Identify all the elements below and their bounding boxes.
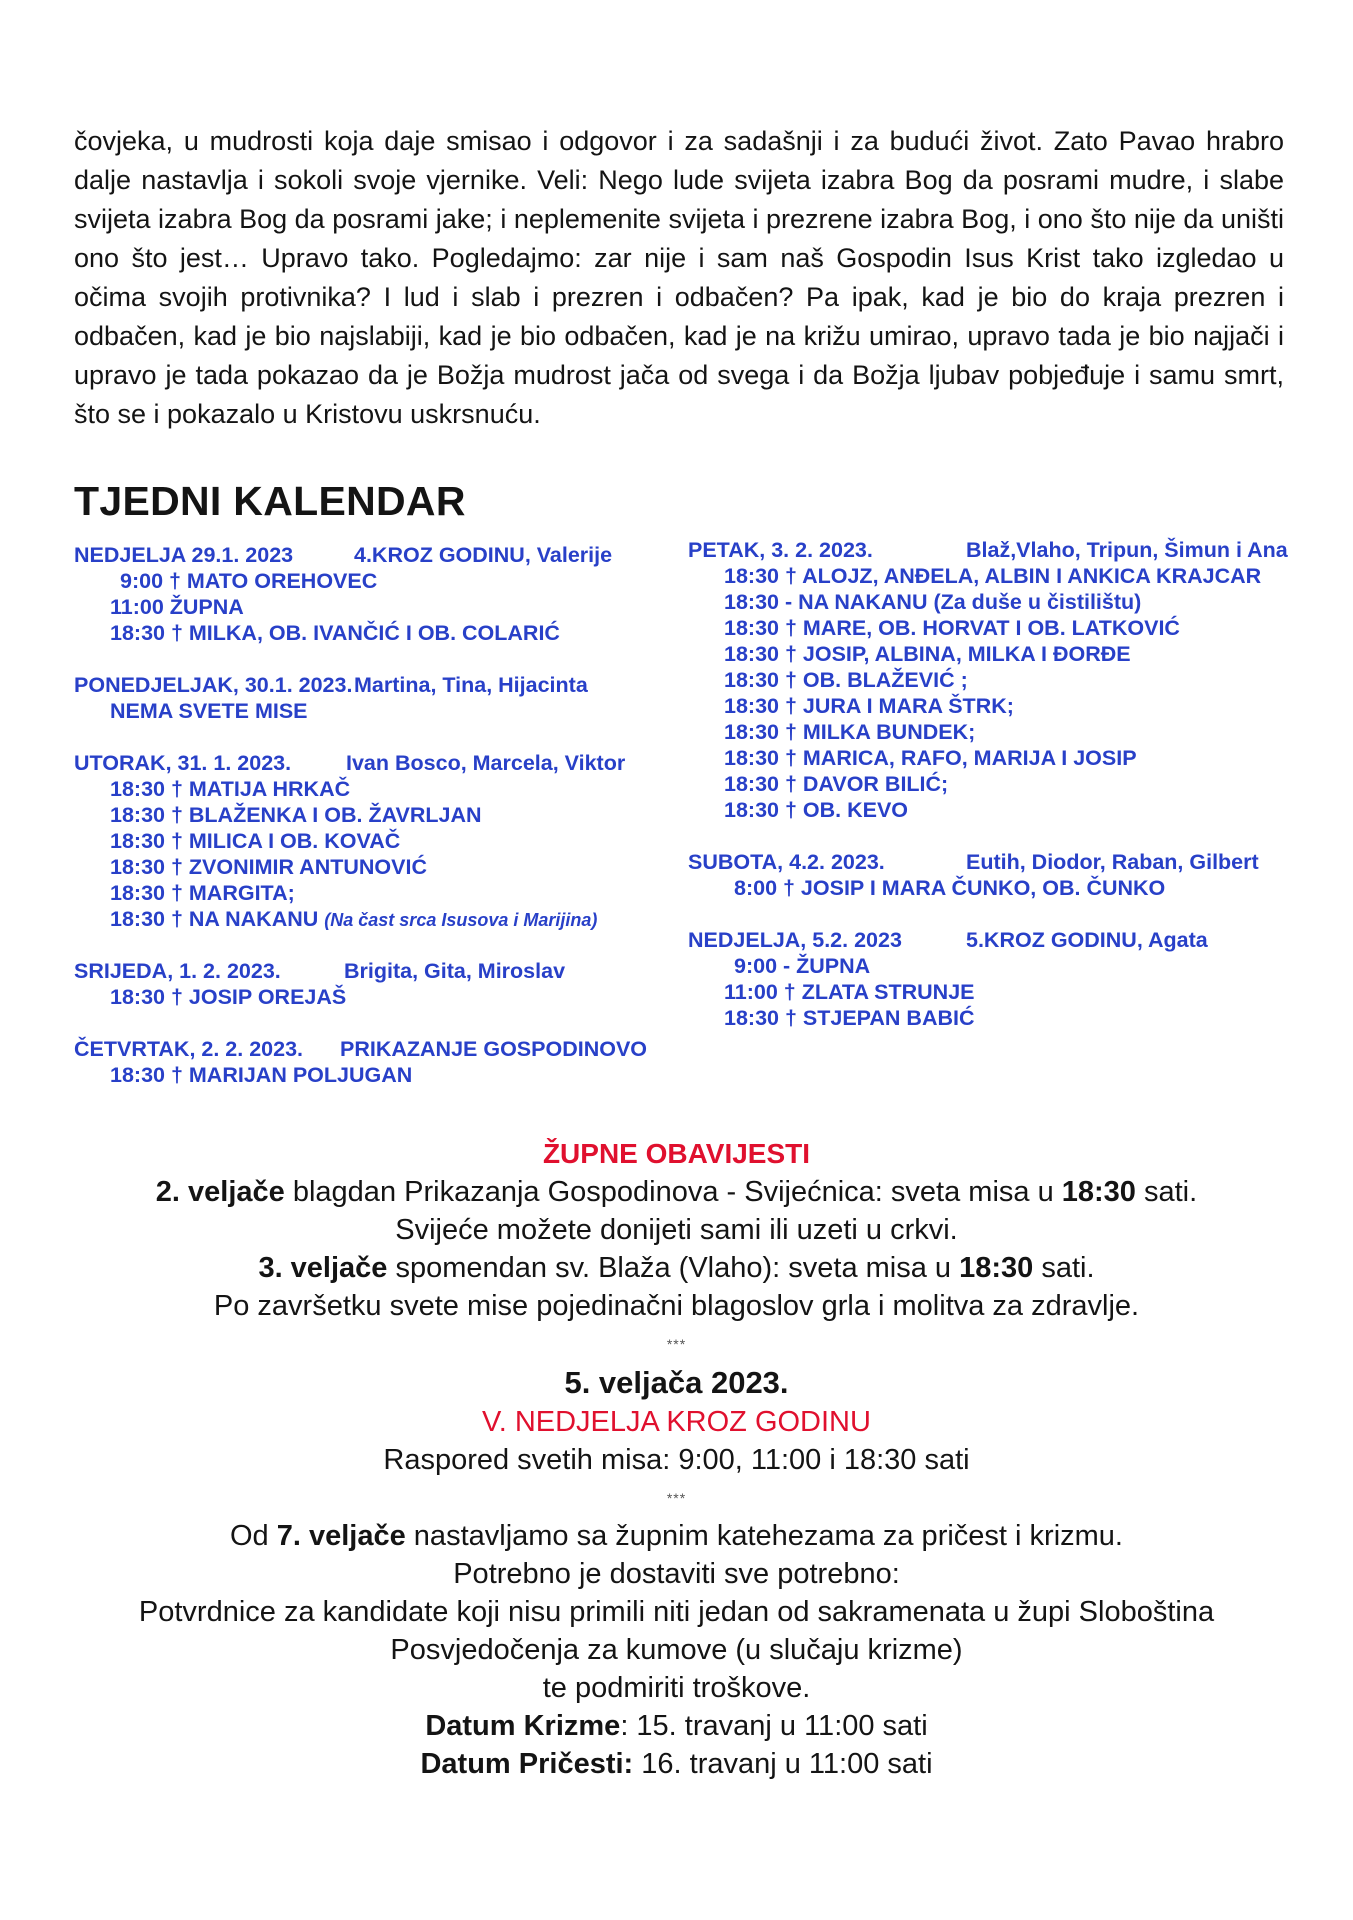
day-feast: Brigita, Gita, Miroslav bbox=[344, 959, 566, 983]
notice-text: nastavljamo sa župnim katehezama za pričest i krizmu. bbox=[405, 1520, 1123, 1552]
mass-entry: 18:30 † DAVOR BILIĆ; bbox=[724, 772, 949, 796]
sunday-date: 5. veljača 2023. bbox=[564, 1365, 789, 1400]
notice-text: blagdan Prikazanja Gospodinova - Svijećnica: sveta misa u bbox=[284, 1176, 1062, 1208]
day-date: SUBOTA, 4.2. 2023. bbox=[688, 850, 885, 874]
notice-line bbox=[0, 1517, 1353, 1555]
mass-note: (Na čast srca Isusova i Marijina) bbox=[324, 910, 598, 930]
notices-title: ŽUPNE OBAVIJESTI bbox=[542, 1138, 811, 1169]
calendar-day bbox=[74, 959, 674, 1011]
pricest-date: 16. travanj u 11:00 sati bbox=[633, 1748, 933, 1780]
notice-line: Po završetku svete mise pojedinačni blagoslov grla i molitva za zdravlje. bbox=[213, 1290, 1140, 1322]
notice-line bbox=[0, 1707, 1353, 1745]
mass-entry: 18:30 † OB. KEVO bbox=[724, 798, 909, 822]
day-header bbox=[74, 751, 674, 777]
calendar-day bbox=[74, 673, 674, 725]
notice-text: sati. bbox=[1135, 1176, 1198, 1208]
day-header bbox=[688, 928, 1293, 954]
notice-line bbox=[0, 1173, 1353, 1211]
notice-text: Od bbox=[230, 1520, 277, 1552]
mass-entry: 18:30 † JURA I MARA ŠTRK; bbox=[724, 694, 1014, 718]
mass-entry: 8:00 † JOSIP I MARA ČUNKO, OB. ČUNKO bbox=[734, 876, 1166, 900]
mass-entry: 18:30 † ALOJZ, ANĐELA, ALBIN I ANKICA KRAJCAR bbox=[724, 564, 1262, 588]
day-date: PONEDJELJAK, 30.1. 2023. bbox=[74, 673, 353, 697]
mass-entry: 18:30 - NA NAKANU (Za duše u čistilištu) bbox=[724, 590, 1142, 614]
mass-entry: 18:30 † ZVONIMIR ANTUNOVIĆ bbox=[110, 855, 427, 879]
notice-text: spomendan sv. Blaža (Vlaho): sveta misa u bbox=[387, 1252, 960, 1284]
krizma-label: Datum Krizme bbox=[425, 1710, 621, 1742]
mass-entry bbox=[74, 907, 674, 933]
notice-line: Posvjedočenja za kumove (u slučaju krizme) bbox=[390, 1634, 963, 1666]
mass-entry: 11:00 ŽUPNA bbox=[110, 595, 244, 619]
notice-time: 18:30 bbox=[959, 1252, 1034, 1284]
day-feast: 5.KROZ GODINU, Agata bbox=[966, 928, 1208, 952]
notice-time: 18:30 bbox=[1061, 1176, 1136, 1208]
mass-entry: 18:30 † MARE, OB. HORVAT I OB. LATKOVIĆ bbox=[724, 616, 1180, 640]
day-header bbox=[688, 538, 1293, 564]
calendar-heading: TJEDNI KALENDAR bbox=[74, 478, 466, 524]
day-header bbox=[74, 543, 674, 569]
day-date: UTORAK, 31. 1. 2023. bbox=[74, 751, 292, 775]
day-header bbox=[688, 850, 1293, 876]
sunday-name: V. NEDJELJA KROZ GODINU bbox=[482, 1406, 871, 1438]
mass-entry: 18:30 † OB. BLAŽEVIĆ ; bbox=[724, 668, 968, 692]
day-feast: Ivan Bosco, Marcela, Viktor bbox=[346, 751, 626, 775]
notice-line bbox=[0, 1745, 1353, 1783]
day-date: NEDJELJA 29.1. 2023 bbox=[74, 543, 294, 567]
day-header bbox=[74, 1037, 674, 1063]
day-feast: 4.KROZ GODINU, Valerije bbox=[354, 543, 613, 567]
mass-text: 18:30 † NA NAKANU bbox=[110, 907, 319, 931]
mass-entry: 9:00 - ŽUPNA bbox=[734, 954, 871, 978]
day-date: NEDJELJA, 5.2. 2023 bbox=[688, 928, 902, 952]
calendar-day bbox=[688, 928, 1293, 1032]
notice-line: Potvrdnice za kandidate koji nisu primili niti jedan od sakramenata u župi Sloboština bbox=[138, 1596, 1215, 1628]
notice-text: sati. bbox=[1033, 1252, 1095, 1284]
mass-entry: 18:30 † MILKA BUNDEK; bbox=[724, 720, 976, 744]
mass-entry: 18:30 † JOSIP OREJAŠ bbox=[110, 985, 347, 1009]
calendar-day bbox=[688, 850, 1293, 902]
day-feast: PRIKAZANJE GOSPODINOVO bbox=[340, 1037, 648, 1061]
pricest-label: Datum Pričesti: bbox=[420, 1748, 634, 1780]
calendar-day bbox=[688, 538, 1293, 824]
mass-entry: 9:00 † MATO OREHOVEC bbox=[120, 569, 378, 593]
mass-entry: NEMA SVETE MISE bbox=[110, 699, 308, 723]
mass-entry: 11:00 † ZLATA STRUNJE bbox=[724, 980, 975, 1004]
mass-entry: 18:30 † MARICA, RAFO, MARIJA I JOSIP bbox=[724, 746, 1137, 770]
day-header bbox=[74, 959, 674, 985]
notice-date: 7. veljače bbox=[276, 1520, 406, 1552]
notice-date: 2. veljače bbox=[155, 1176, 285, 1208]
notice-line: te podmiriti troškove. bbox=[542, 1672, 811, 1704]
day-feast: Eutih, Diodor, Raban, Gilbert bbox=[966, 850, 1259, 874]
mass-entry: 18:30 † STJEPAN BABIĆ bbox=[724, 1006, 975, 1030]
calendar-day bbox=[74, 1037, 674, 1089]
calendar-day bbox=[74, 543, 674, 647]
krizma-date: : 15. travanj u 11:00 sati bbox=[620, 1710, 928, 1742]
notice-date: 3. veljače bbox=[258, 1252, 388, 1284]
calendar-day bbox=[74, 751, 674, 933]
mass-entry: 18:30 † JOSIP, ALBINA, MILKA I ĐORĐE bbox=[724, 642, 1131, 666]
notice-line bbox=[0, 1249, 1353, 1287]
day-header bbox=[74, 673, 674, 699]
calendar-left-column bbox=[74, 543, 674, 1115]
day-feast: Blaž,Vlaho, Tripun, Šimun i Ana bbox=[966, 538, 1288, 562]
notice-line: Potrebno je dostaviti sve potrebno: bbox=[453, 1558, 900, 1590]
day-feast: Martina, Tina, Hijacinta bbox=[354, 673, 588, 697]
notice-line: Svijeće možete donijeti sami ili uzeti u crkvi. bbox=[395, 1214, 958, 1246]
mass-entry: 18:30 † MILKA, OB. IVANČIĆ I OB. COLARIĆ bbox=[110, 621, 560, 645]
separator: *** bbox=[666, 1336, 687, 1352]
day-date: PETAK, 3. 2. 2023. bbox=[688, 538, 873, 562]
parish-notices bbox=[0, 1135, 1353, 1783]
mass-schedule: Raspored svetih misa: 9:00, 11:00 i 18:30 sati bbox=[383, 1444, 970, 1476]
day-date: ČETVRTAK, 2. 2. 2023. bbox=[74, 1037, 304, 1061]
mass-entry: 18:30 † MILICA I OB. KOVAČ bbox=[110, 829, 401, 853]
mass-entry: 18:30 † MARIJAN POLJUGAN bbox=[110, 1063, 413, 1087]
separator: *** bbox=[666, 1490, 687, 1506]
mass-entry: 18:30 † MARGITA; bbox=[110, 881, 295, 905]
mass-entry: 18:30 † BLAŽENKA I OB. ŽAVRLJAN bbox=[110, 803, 482, 827]
mass-entry: 18:30 † MATIJA HRKAČ bbox=[110, 777, 351, 801]
calendar-right-column bbox=[688, 538, 1293, 1058]
day-date: SRIJEDA, 1. 2. 2023. bbox=[74, 959, 281, 983]
intro-paragraph: čovjeka, u mudrosti koja daje smisao i odgovor i za sadašnji i za budući život. Zato Pavao hrabro dalje nastavlja i sokoli svoje vjernike. Veli: Nego lude svijeta izabra Bog da posrami mudre, i slabe svijeta izabra Bog da posrami jake; i neplemenite svijeta i prezrene izabra Bog, i ono što nije da uništi ono što jest… Upravo tako. Pogledajmo: zar nije i sam naš Gospodin Isus Krist tako izgledao u očima svojih protivnika? I lud i slab i prezren i odbačen? Pa ipak, kad je bio do kraja prezren i odbačen, kad je bio najslabiji, kad je bio odbačen, kad je na križu umirao, upravo tada je bio najjači i upravo je tada pokazao da je Božja mudrost jača od svega i da Božja ljubav pobjeđuje i samu smrt, što se i pokazalo u Kristovu uskrsnuću. bbox=[74, 126, 1284, 429]
